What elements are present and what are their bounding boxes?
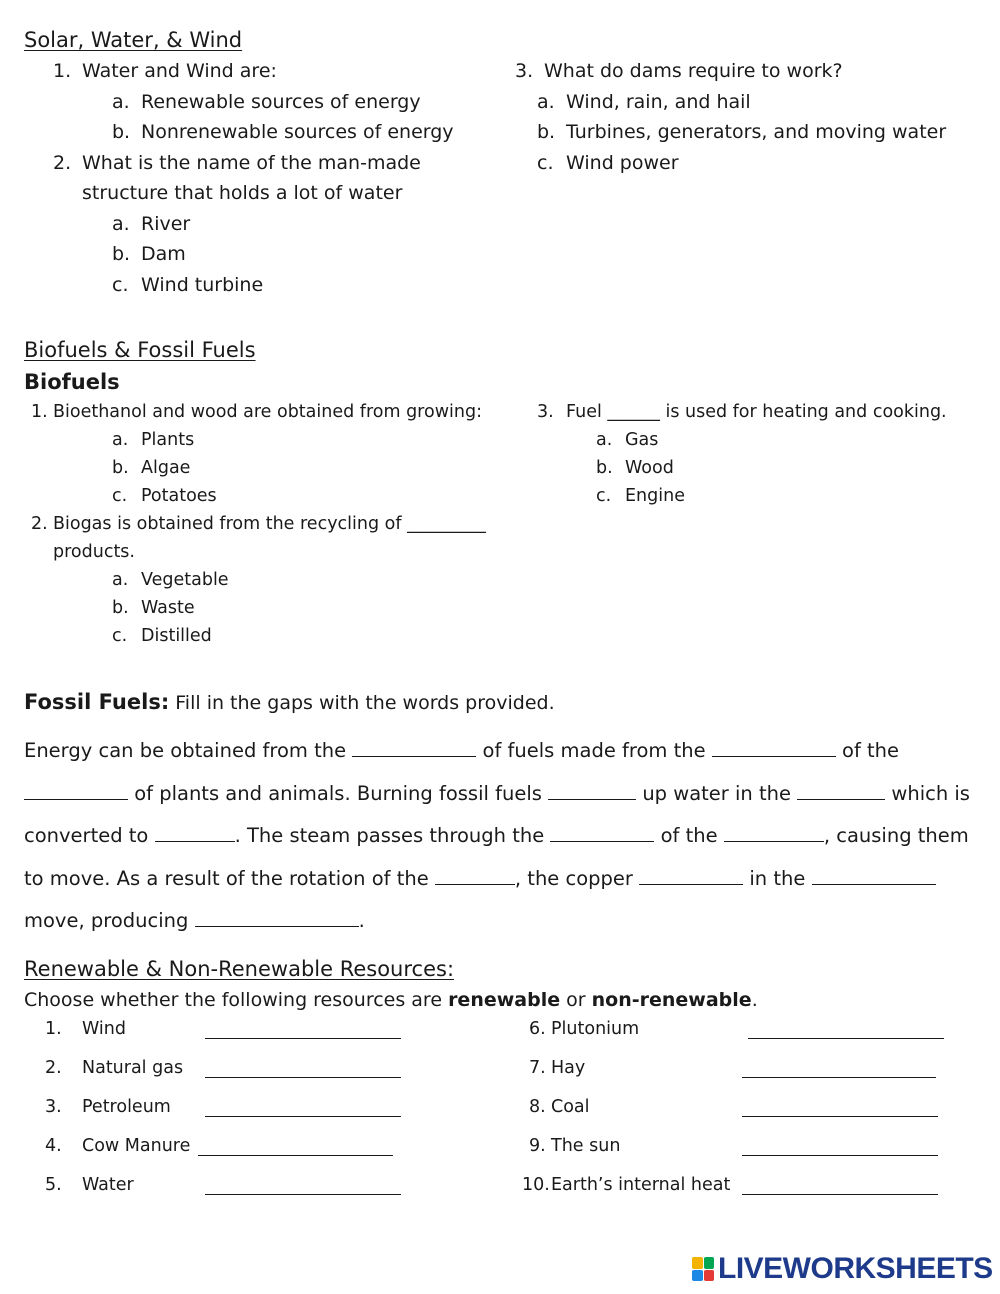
paragraph-text: move, producing: [24, 909, 189, 932]
option-letter: b.: [596, 458, 613, 478]
option-letter: c.: [112, 486, 128, 506]
section-heading-biofuels-fossil: Biofuels & Fossil Fuels: [24, 338, 256, 362]
logo-text: LIVEWORKSHEETS: [718, 1252, 993, 1285]
item-number: 10.: [522, 1175, 550, 1195]
answer-option[interactable]: Algae: [141, 458, 191, 478]
keyword-renewable: renewable: [448, 989, 561, 1011]
option-letter: b.: [112, 458, 129, 478]
logo-mark-icon: [692, 1257, 714, 1281]
question-text: What is the name of the man-made: [82, 152, 421, 174]
keyword-non-renewable: non-renewable: [591, 989, 752, 1011]
instruction-text: Choose whether the following resources are: [24, 989, 443, 1011]
answer-option[interactable]: Wind power: [566, 152, 679, 174]
answer-line[interactable]: [205, 1194, 401, 1195]
question-text: Biogas is obtained from the recycling of _________: [53, 514, 486, 534]
paragraph-text: of the: [842, 739, 900, 762]
resource-label: Hay: [551, 1058, 586, 1078]
resource-label: Earth’s internal heat: [551, 1175, 731, 1195]
section-heading-renewable: Renewable & Non-Renewable Resources:: [24, 957, 455, 981]
gap-blank-2[interactable]: [712, 755, 836, 757]
resource-label: Wind: [82, 1019, 126, 1039]
answer-line[interactable]: [205, 1038, 401, 1039]
liveworksheets-logo: [692, 1254, 993, 1284]
item-number: 8.: [529, 1097, 546, 1117]
question-text: Bioethanol and wood are obtained from growing:: [53, 402, 482, 422]
resource-label: Natural gas: [82, 1058, 184, 1078]
option-letter: a.: [112, 430, 129, 450]
paragraph-text: of fuels made from the: [482, 739, 706, 762]
instruction-text: or: [566, 989, 586, 1011]
gap-blank-12[interactable]: [195, 925, 359, 927]
gap-blank-8[interactable]: [724, 840, 824, 842]
paragraph-text: .: [358, 909, 365, 932]
item-number: 1.: [45, 1019, 62, 1039]
fill-in-paragraph: [24, 730, 974, 943]
option-letter: b.: [112, 121, 131, 143]
question-text: Water and Wind are:: [82, 60, 277, 82]
instruction-text: .: [751, 989, 758, 1011]
answer-line[interactable]: [742, 1194, 938, 1195]
answer-option[interactable]: Engine: [625, 486, 685, 506]
answer-line[interactable]: [198, 1155, 393, 1156]
answer-option[interactable]: Gas: [625, 430, 659, 450]
item-number: 2.: [45, 1058, 62, 1078]
gap-blank-1[interactable]: [352, 755, 476, 757]
paragraph-text: , causing them to move. As a result of the rotation of the: [24, 824, 969, 890]
question-number: 3.: [515, 60, 534, 82]
answer-line[interactable]: [205, 1116, 401, 1117]
answer-line[interactable]: [742, 1155, 938, 1156]
answer-option[interactable]: Distilled: [141, 626, 212, 646]
item-number: 3.: [45, 1097, 62, 1117]
answer-option[interactable]: Dam: [141, 243, 186, 265]
resource-label: Coal: [551, 1097, 590, 1117]
paragraph-text: which is converted to: [24, 781, 970, 847]
answer-option[interactable]: Vegetable: [141, 570, 229, 590]
gap-blank-7[interactable]: [550, 840, 654, 842]
item-number: 6.: [529, 1019, 546, 1039]
question-number: 2.: [53, 152, 72, 174]
subheading-biofuels: Biofuels: [24, 370, 120, 394]
option-letter: a.: [596, 430, 613, 450]
gap-blank-6[interactable]: [155, 840, 235, 842]
answer-option[interactable]: Potatoes: [141, 486, 217, 506]
answer-option[interactable]: Wind turbine: [141, 274, 264, 296]
answer-line[interactable]: [742, 1077, 936, 1078]
resource-label: The sun: [551, 1136, 621, 1156]
paragraph-text: of plants and animals. Burning fossil fuels: [134, 781, 542, 805]
item-number: 9.: [529, 1136, 546, 1156]
question-text-continued: products.: [53, 542, 135, 562]
answer-option[interactable]: Wind, rain, and hail: [566, 91, 751, 113]
fossil-fuels-instruction: Fill in the gaps with the words provided.: [175, 692, 555, 714]
gap-blank-11[interactable]: [812, 883, 936, 885]
option-letter: c.: [537, 152, 554, 174]
question-number: 1.: [53, 60, 72, 82]
question-text-continued: structure that holds a lot of water: [82, 182, 403, 204]
gap-blank-3[interactable]: [24, 798, 128, 800]
option-letter: b.: [112, 243, 131, 265]
question-text: What do dams require to work?: [544, 60, 843, 82]
option-letter: c.: [112, 274, 129, 296]
gap-blank-4[interactable]: [548, 798, 636, 800]
answer-line[interactable]: [742, 1116, 938, 1117]
fossil-fuels-label: Fossil Fuels:: [24, 690, 170, 714]
gap-blank-9[interactable]: [435, 883, 515, 885]
answer-option[interactable]: Renewable sources of energy: [141, 91, 421, 113]
paragraph-text: , the copper: [514, 866, 633, 890]
option-letter: a.: [112, 91, 130, 113]
answer-option[interactable]: Wood: [625, 458, 674, 478]
option-letter: a.: [537, 91, 555, 113]
answer-line[interactable]: [205, 1077, 401, 1078]
answer-option[interactable]: Plants: [141, 430, 195, 450]
resource-label: Cow Manure: [82, 1136, 191, 1156]
section-heading-solar: Solar, Water, & Wind: [24, 28, 243, 52]
item-number: 7.: [529, 1058, 546, 1078]
option-letter: a.: [112, 570, 129, 590]
paragraph-text: . The steam passes through the: [234, 824, 545, 847]
gap-blank-10[interactable]: [639, 883, 743, 885]
answer-option[interactable]: Turbines, generators, and moving water: [566, 121, 947, 143]
option-letter: c.: [112, 626, 128, 646]
answer-option[interactable]: Nonrenewable sources of energy: [141, 121, 454, 143]
paragraph-text: of the: [660, 824, 718, 847]
question-text: Fuel ______ is used for heating and cooking.: [566, 402, 947, 422]
resource-label: Water: [82, 1175, 134, 1195]
option-letter: b.: [112, 598, 129, 618]
option-letter: b.: [537, 121, 556, 143]
paragraph-text: in the: [749, 866, 806, 890]
item-number: 5.: [45, 1175, 62, 1195]
answer-option[interactable]: Waste: [141, 598, 195, 618]
question-number: 3.: [537, 402, 554, 422]
resource-label: Petroleum: [82, 1097, 171, 1117]
section3-instruction: [24, 991, 758, 1010]
option-letter: c.: [596, 486, 612, 506]
paragraph-text: up water in the: [642, 781, 791, 805]
answer-line[interactable]: [748, 1038, 944, 1039]
answer-option[interactable]: River: [141, 213, 191, 235]
item-number: 4.: [45, 1136, 62, 1156]
option-letter: a.: [112, 213, 130, 235]
resource-label: Plutonium: [551, 1019, 640, 1039]
paragraph-text: Energy can be obtained from the: [24, 739, 347, 762]
question-number: 1.: [31, 402, 48, 422]
gap-blank-5[interactable]: [797, 798, 885, 800]
question-number: 2.: [31, 514, 48, 534]
